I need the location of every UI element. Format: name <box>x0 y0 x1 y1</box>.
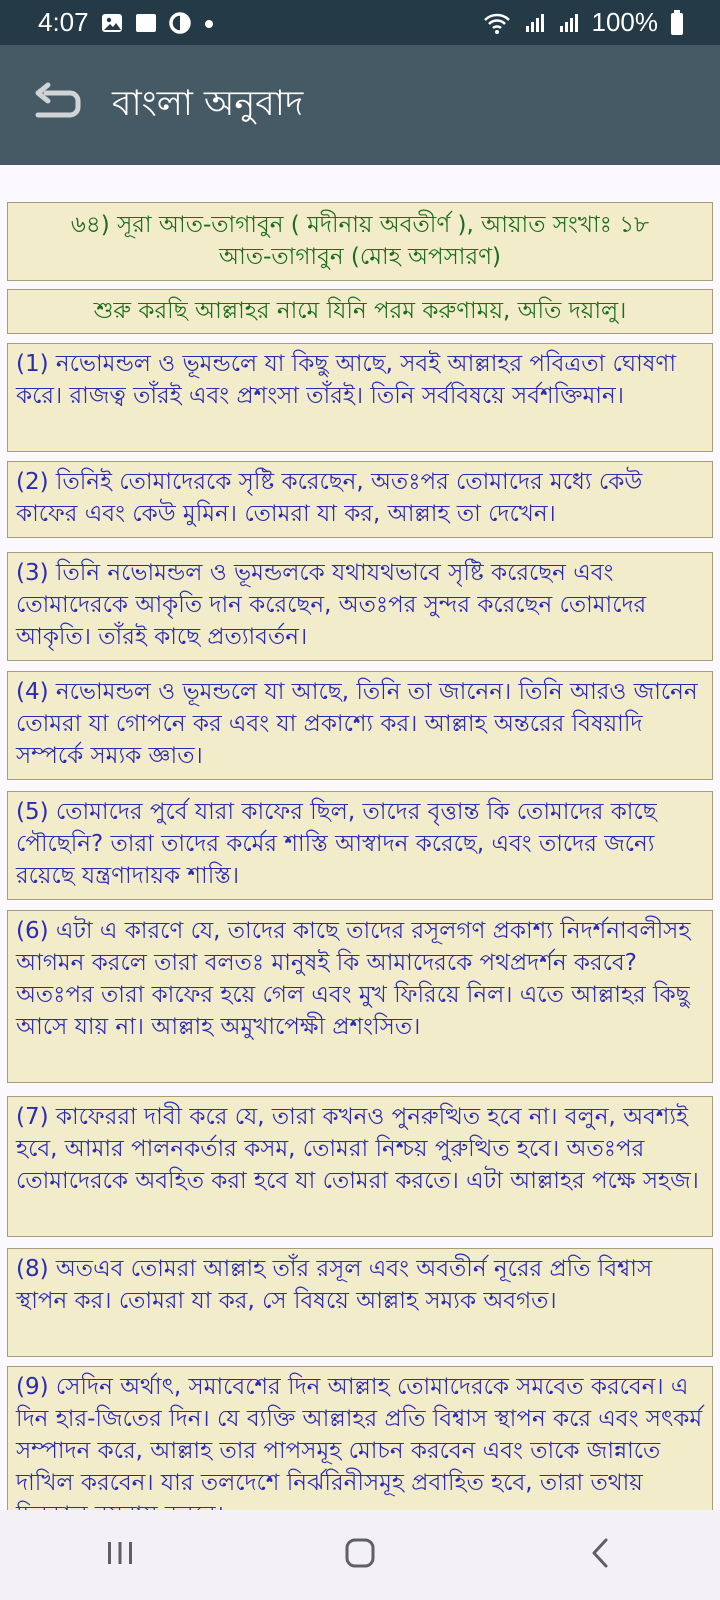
verse-text: (8) অতএব তোমরা আল্লাহ তাঁর রসূল এবং অবতীর্ন নূরের প্রতি বিশ্বাস স্থাপন কর। তোমরা যা কর, সে বিষয়ে আল্লাহ সম্যক অবগত। <box>16 1256 653 1314</box>
home-button[interactable] <box>320 1525 400 1585</box>
verse-text: (5) তোমাদের পুর্বে যারা কাফের ছিল, তাদের বৃত্তান্ত কি তোমাদের কাছে পৌছেনি? তারা তাদের কর্মের শাস্তি আস্বাদন করেছে, এবং তাদের জন্যে রয়েছে যন্ত্রণাদায়ক শাস্তি। <box>16 799 657 889</box>
system-back-button[interactable] <box>560 1525 640 1585</box>
verse-card-1[interactable] <box>7 343 713 452</box>
dot-icon <box>203 12 215 34</box>
gallery-icon <box>101 12 123 34</box>
verse-list[interactable] <box>0 165 720 1510</box>
o-icon <box>169 12 191 34</box>
battery-icon <box>670 10 684 36</box>
verse-text: (2) তিনিই তোমাদেরকে সৃষ্টি করেছেন, অতঃপর তোমাদের মধ্যে কেউ কাফের এবং কেউ মুমিন। তোমরা যা কর, আল্লাহ তা দেখেন। <box>16 469 643 527</box>
verse-text: (3) তিনি নভোমন্ডল ও ভূমন্ডলকে যথাযথভাবে সৃষ্টি করেছেন এবং তোমাদেরকে আকৃতি দান করেছেন, অতঃপর সুন্দর করেছেন তোমাদের আকৃতি। তাঁরই কাছে প্রত্যাবর্তন। <box>16 560 647 650</box>
back-button[interactable] <box>26 75 86 135</box>
bismillah-card <box>7 289 713 334</box>
verse-card-6[interactable] <box>7 910 713 1083</box>
surah-header <box>8 203 712 279</box>
verse-text: (7) কাফেররা দাবী করে যে, তারা কখনও পুনরুত্থিত হবে না। বলুন, অবশ্যই হবে, আমার পালনকর্তার কসম, তোমরা নিশ্চয় পুরুত্থিত হবে। অতঃপর তোমাদেরকে অবহিত করা হবে যা তোমরা করতে। এটা আল্লাহর পক্ষে সহজ। <box>16 1104 699 1194</box>
verse-card-3[interactable] <box>7 552 713 661</box>
back-arrow-icon <box>32 83 80 127</box>
surah-subtitle: আত-তাগাবুন (মোহ অপসারণ) <box>219 244 501 270</box>
square-icon <box>135 12 157 34</box>
status-time: 4:07 <box>38 7 89 37</box>
verse-card-8[interactable] <box>7 1248 713 1357</box>
verse-text: (4) নভোমন্ডল ও ভূমন্ডলে যা আছে, তিনি তা জানেন। তিনি আরও জানেন তোমরা যা গোপনে কর এবং যা প্রকাশ্যে কর। আল্লাহ অন্তরের বিষয়াদি সম্পর্কে সম্যক জ্ঞাত। <box>16 679 698 769</box>
verse-card-7[interactable] <box>7 1096 713 1237</box>
verse-card-4[interactable] <box>7 671 713 780</box>
status-left <box>38 7 215 38</box>
verse-text: (1) নভোমন্ডল ও ভূমন্ডলে যা কিছু আছে, সবই আল্লাহর পবিত্রতা ঘোষণা করে। রাজত্ব তাঁরই এবং প্রশংসা তাঁরই। তিনি সর্ববিষয়ে সর্বশক্তিমান। <box>16 351 677 409</box>
verse-text: (6) এটা এ কারণে যে, তাদের কাছে তাদের রসূলগণ প্রকাশ্য নিদর্শনাবলীসহ আগমন করলে তারা বলতঃ মানুষই কি আমাদেরকে পথপ্রদর্শন করবে? অতঃপর তারা কাফের হয়ে গেল এবং মুখ ফিরিয়ে নিল। এতে আল্লাহর কিছু আসে যায় না। আল্লাহ অমুখাপেক্ষী প্রশংসিত। <box>16 918 691 1040</box>
recent-apps-button[interactable] <box>80 1525 160 1585</box>
back-icon <box>588 1536 612 1574</box>
page-title: বাংলা অনুবাদ <box>112 83 304 124</box>
navigation-bar <box>0 1510 720 1600</box>
signal-icon <box>524 12 546 34</box>
bismillah-text: শুরু করছি আল্লাহর নামে যিনি পরম করুণাময়, অতি দয়ালু। <box>93 298 627 324</box>
verse-text: (9) সেদিন অর্থাৎ, সমাবেশের দিন আল্লাহ তোমাদেরকে সমবেত করবেন। এ দিন হার-জিতের দিন। যে ব্যক্তি আল্লাহর প্রতি বিশ্বাস স্থাপন করে এবং সৎকর্ম সম্পাদন করে, আল্লাহ তার পাপসমূহ মোচন করবেন এবং তাকে জান্নাতে দাখিল করবেন। যার তলদেশে নির্ঝরিনীসমূহ প্রবাহিত হবে, তারা তথায় <box>16 1374 703 1496</box>
recent-apps-icon <box>104 1537 136 1573</box>
signal-icon <box>558 12 580 34</box>
surah-title: ৬৪) সূরা আত-তাগাবুন ( মদীনায় অবতীর্ণ ), আয়াত সংখাঃ ১৮ <box>70 212 650 238</box>
battery-percent: 100% <box>591 7 658 37</box>
home-icon <box>343 1536 377 1574</box>
verse-card-5[interactable] <box>7 791 713 900</box>
status-right <box>482 7 685 38</box>
verse-card-2[interactable] <box>7 461 713 538</box>
wifi-icon <box>482 11 512 35</box>
app-bar <box>0 45 720 165</box>
status-bar <box>0 0 720 45</box>
surah-header-card <box>7 202 713 281</box>
